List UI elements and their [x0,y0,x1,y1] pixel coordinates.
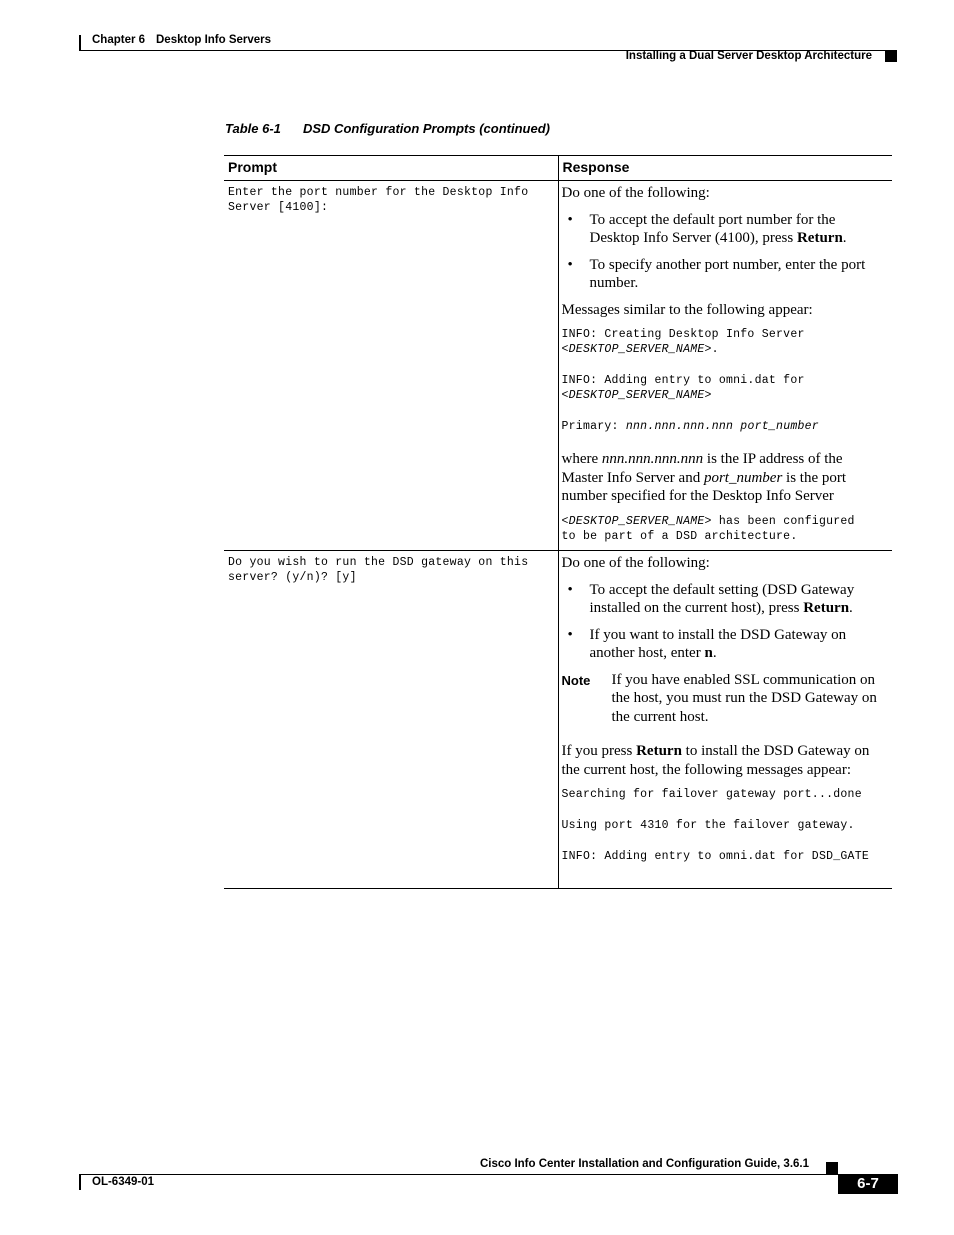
header-section: Installing a Dual Server Desktop Architecture [625,50,872,62]
table-number: Table 6-1 [225,121,281,136]
table-caption [225,121,550,136]
page-number: 6-7 [838,1174,898,1194]
messages-intro: Messages similar to the following appear: [561,301,813,318]
footer-left-bar [79,1174,81,1190]
code-block: Primary: nnn.nnn.nnn.nnn port_number [561,420,819,433]
prompt-text: Do you wish to run the DSD gateway on this server? (y/n)? [y] [228,556,529,584]
header-chapter: Chapter 6 [92,34,146,46]
code-block: INFO: Adding entry to omni.dat for DSD_GATE [561,850,869,863]
note-block [562,671,887,727]
config-prompts-table [224,155,892,889]
header-right-block [885,50,897,62]
note-text: If you have enabled SSL communication on the host, you must run the DSD Gateway on the current host. [611,671,877,725]
footer-doc-number: OL-6349-01 [92,1176,155,1188]
where-paragraph: where nnn.nnn.nnn.nnn is the IP address of the Master Info Server and port_number is the port number specified for the Desktop Info Server [561,451,847,504]
list-item: • To accept the default port number for the Desktop Info Server (4100), press Return. [562,211,887,248]
header-chapter-title: Desktop Info Servers [156,34,272,46]
response-intro: Do one of the following: [561,185,710,201]
press-paragraph: If you press Return to install the DSD Gateway on the current host, the following messages appear: [561,743,870,778]
option-list [562,211,887,293]
code-block: <DESKTOP_SERVER_NAME> has been configured to be part of a DSD architecture. [561,514,855,543]
column-header-prompt: Prompt [224,156,558,181]
note-label: Note [561,672,591,688]
footer-guide-title: Cisco Info Center Installation and Configuration Guide, 3.6.1 [479,1158,809,1170]
list-item: • If you want to install the DSD Gateway on another host, enter n. [562,626,887,663]
list-item: • To accept the default setting (DSD Gateway installed on the current host), press Return. [562,581,887,618]
table-title: DSD Configuration Prompts (continued) [303,121,550,136]
code-block: Searching for failover gateway port...done [561,788,862,801]
code-block: Using port 4310 for the failover gateway. [561,819,855,832]
table-header-row [224,156,892,181]
prompt-text: Enter the port number for the Desktop Info Server [4100]: [228,186,529,214]
code-block: INFO: Adding entry to omni.dat for <DESKTOP_SERVER_NAME> [561,374,805,402]
header-left-bar [79,35,81,51]
response-cell [558,551,892,889]
footer-right-block [826,1162,838,1174]
code-block: INFO: Creating Desktop Info Server <DESKTOP_SERVER_NAME>. [561,328,805,356]
option-list [562,581,887,663]
table-row [224,181,892,551]
column-header-response: Response [558,156,892,181]
prompt-cell [224,551,558,889]
response-cell [558,181,892,551]
response-intro: Do one of the following: [561,555,710,571]
list-item: • To specify another port number, enter the port number. [562,256,887,293]
table-row [224,551,892,889]
prompt-cell [224,181,558,551]
footer-rule [79,1174,897,1175]
